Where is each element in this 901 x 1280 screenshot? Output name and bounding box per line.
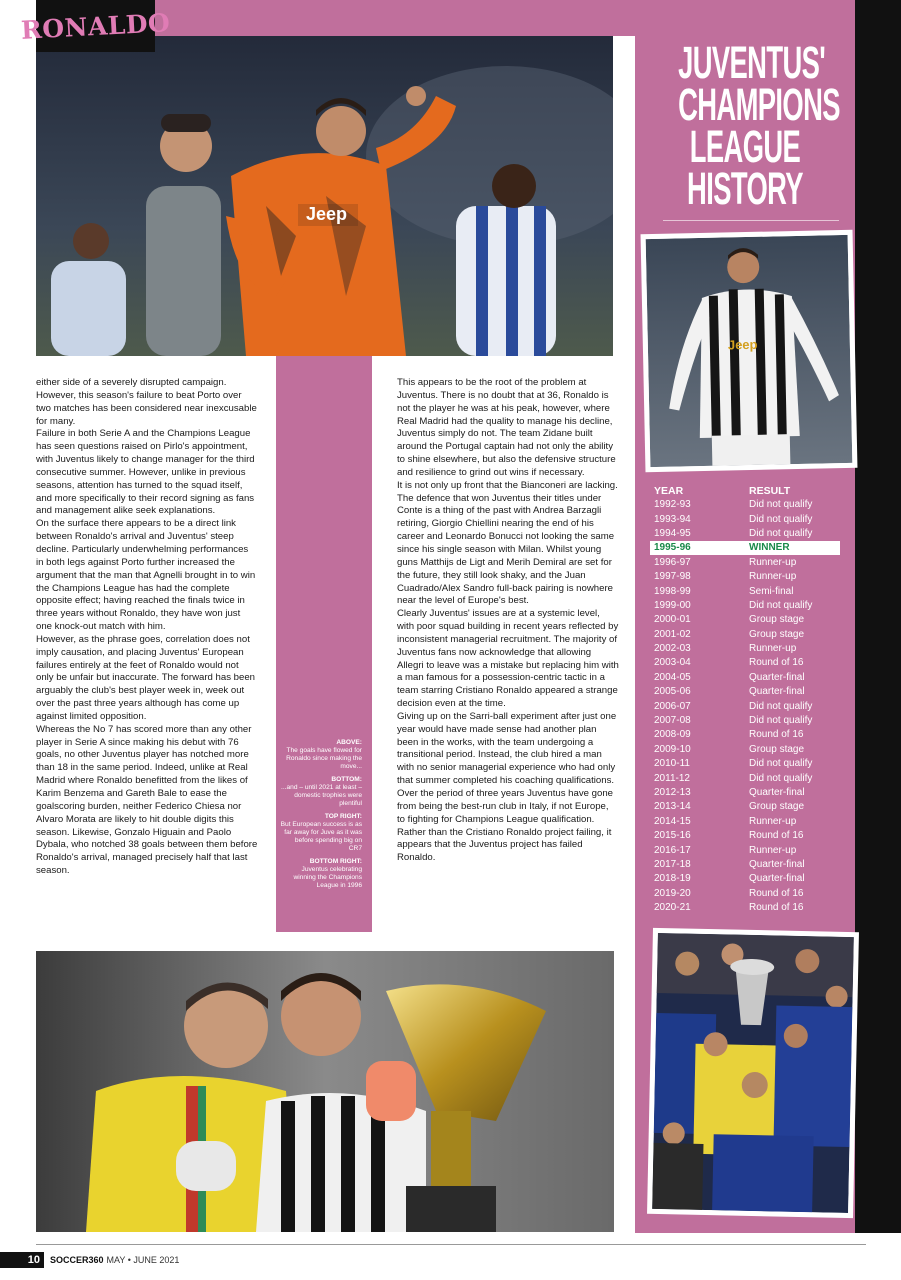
row-result: Round of 16: [749, 887, 804, 899]
caption-text: The goals have flowed for Ronaldo since making the move...: [286, 747, 362, 770]
table-row: [650, 613, 840, 627]
sidebar-title: [635, 36, 855, 226]
table-row: [650, 598, 840, 612]
header-year: YEAR: [654, 484, 684, 497]
row-year: 2017-18: [654, 858, 691, 870]
photo-buffon-ronaldo-trophy: [36, 951, 614, 1232]
page-number: 10: [0, 1252, 44, 1268]
row-year: 1995-96: [654, 542, 691, 554]
row-year: 2008-09: [654, 729, 691, 741]
table-row: [650, 569, 840, 583]
article-column-middle: [397, 377, 619, 865]
sidebar-title-line: CHAMPIONS: [678, 79, 840, 130]
caption-label: BOTTOM:: [331, 776, 362, 783]
row-year: 2019-20: [654, 887, 691, 899]
photo-ronaldo-juve-shirt: [641, 230, 858, 472]
caption-text: Juventus celebrating winning the Champions League in 1996: [293, 866, 362, 889]
table-row: [650, 828, 840, 842]
row-year: 2000-01: [654, 614, 691, 626]
row-year: 1999-00: [654, 599, 691, 611]
row-result: Round of 16: [749, 729, 804, 741]
table-row: [650, 670, 840, 684]
article-paragraph: Over the period of three years Juventus have gone from being the best-run club in Italy, if not Europe, to fighting for Champions League qualification. Rather than the Cristiano Ronaldo project failing, it appears that the Juventus project has failed Ronaldo.: [397, 788, 613, 864]
table-row: [650, 627, 840, 641]
row-year: 2010-11: [654, 758, 690, 770]
article-paragraph: Giving up on the Sarri-ball experiment after just one year would have made sense had another plan been in the works, with the team undergoing a transitional period. Instead, the club hired a man with no senior managerial experience who had only that summer completed his coaching qualifications.: [397, 710, 617, 787]
caption-bottom: [280, 776, 362, 808]
row-result: Did not qualify: [749, 772, 813, 784]
row-result: Round of 16: [749, 830, 804, 842]
article-column-left: [36, 377, 258, 878]
row-year: 2014-15: [654, 815, 691, 827]
article-paragraph: On the surface there appears to be a direct link between Ronaldo's arrival and Juventus' steep decline. Particularly underwhelming performances in both legs against Porto further increased the argument that the man that Agnelli brought in to win the Champions League has had the complete opposite effect; having reached the finals twice in three years without Ronaldo, they have won just one knock-out match with him.: [36, 518, 256, 633]
article-paragraph: It is not only up front that the Bianconeri are lacking. The defence that won Juventus their titles under Conte is a thing of the past with Andrea Barzagli retiring, Giorgio Chiellini nearing the end of his career and Leonardo Bonucci not looking the same since his single season with Milan. Whilst young guns Matthijs de Ligt and Merih Demiral are set for the future, they still look shaky, and the Juan Cuadrado/Alex Sandro full-back pairing is nowhere near the level of Europe's best.: [397, 479, 618, 607]
row-year: 1998-99: [654, 585, 691, 597]
row-result: Did not qualify: [749, 527, 813, 539]
table-row: [650, 900, 840, 914]
footer-rule: [36, 1244, 866, 1245]
sidebar-title-line: JUVENTUS': [678, 37, 826, 88]
table-row: [650, 886, 840, 900]
photo-ronaldo-porto: [36, 36, 613, 356]
table-row: [650, 641, 840, 655]
row-year: 2016-17: [654, 844, 691, 856]
row-year: 1997-98: [654, 571, 691, 583]
caption-above: [280, 739, 362, 771]
svg-text:Jeep: Jeep: [727, 336, 758, 353]
row-result: Round of 16: [749, 657, 804, 669]
svg-text:Jeep: Jeep: [306, 204, 348, 224]
row-year: 1996-97: [654, 556, 691, 568]
article-paragraph: However, as the phrase goes, correlation does not imply causation, and placing Juventus' European failures entirely at the feet of Ronaldo would not only be unfair but inaccurate. The forward has been arguably the club's best player week in, week out over the past three years although has come up against limited opposition.: [36, 633, 256, 722]
row-result: Runner-up: [749, 815, 797, 827]
row-year: 2020-21: [654, 902, 691, 914]
row-result: Group stage: [749, 628, 805, 640]
row-result: Did not qualify: [749, 513, 813, 525]
table-row: [650, 814, 840, 828]
section-tag: [20, 0, 171, 52]
caption-bottom-right: [280, 858, 362, 890]
row-result: Group stage: [749, 743, 805, 755]
row-year: 2002-03: [654, 643, 691, 655]
table-row: [650, 771, 840, 785]
table-header: [650, 483, 840, 498]
table-row: [650, 699, 840, 713]
row-result: Quarter-final: [749, 787, 805, 798]
table-row: [650, 757, 840, 771]
header-result: RESULT: [749, 484, 791, 497]
caption-label: TOP RIGHT:: [324, 813, 362, 820]
photo-juve-1996-celebration: [647, 928, 859, 1218]
table-row: [650, 713, 840, 727]
row-result: Round of 16: [749, 902, 804, 914]
row-result: Runner-up: [749, 844, 797, 856]
row-year: 1993-94: [654, 513, 691, 525]
table-row: [650, 526, 840, 540]
article-paragraph: Failure in both Serie A and the Champions League has seen questions raised on Pirlo's appointment, with Juventus likely to change manager for the third consecutive summer. However, unlike in previous seasons, attention has turned to the squad itself, and more specifically to their record signing as fans and management alike seek explanations.: [36, 428, 255, 517]
article-paragraph: either side of a severely disrupted campaign. However, this season's failure to beat Porto over two matches has been considered near inexcusable for many.: [36, 377, 257, 427]
table-row: [650, 785, 840, 799]
row-result: WINNER: [749, 542, 790, 554]
row-result: Did not qualify: [749, 599, 813, 611]
section-tag-label: RONALDO: [20, 7, 171, 45]
caption-label: ABOVE:: [336, 739, 362, 746]
row-result: Semi-final: [749, 585, 794, 597]
table-row: [650, 685, 840, 699]
row-year: 2001-02: [654, 628, 691, 640]
issue-date: MAY • JUNE 2021: [106, 1255, 180, 1265]
row-year: 2004-05: [654, 671, 691, 683]
table-row: [650, 742, 840, 756]
sidebar-title-line: HISTORY: [687, 163, 803, 214]
caption-text: ...and – until 2021 at least – domestic trophies were plentiful: [280, 784, 362, 807]
table-row: [650, 872, 840, 886]
row-result: Quarter-final: [749, 686, 805, 698]
row-year: 2009-10: [654, 743, 691, 755]
row-year: 2018-19: [654, 873, 691, 885]
cl-history-table: [650, 483, 840, 915]
row-year: 2006-07: [654, 700, 691, 712]
table-row: [650, 512, 840, 526]
sidebar-divider: [663, 220, 839, 221]
row-year: 2003-04: [654, 657, 691, 669]
row-result: Group stage: [749, 614, 805, 626]
row-year: 2013-14: [654, 801, 691, 813]
table-row: [650, 800, 840, 814]
caption-label: BOTTOM RIGHT:: [309, 858, 362, 865]
row-result: Runner-up: [749, 556, 797, 568]
row-result: Quarter-final: [749, 858, 805, 870]
row-year: 2015-16: [654, 830, 691, 842]
row-result: Runner-up: [749, 643, 797, 655]
article-paragraph: Clearly Juventus' issues are at a systemic level, with poor squad building in recent years reflected by inconsistent managerial recruitment. The majority of Juventus fans now acknowledge that allowing Allegri to leave was a mistake but replacing him with a man famous for a possession-centric tactic in a team starring Cristiano Ronaldo appeared a strange decision even at the time.: [397, 608, 619, 710]
article-paragraph: This appears to be the root of the problem at Juventus. There is no doubt that at 36, Ronaldo is not the player he was at his peak, however, where Real Madrid had the quality to manage his decline, Juventus simply do not. The team Zidane built around the Portugal captain had not only the ability to shine elsewhere, but also the defensive structure and resilience to grind out wins if necessary.: [397, 377, 616, 478]
table-row: [650, 857, 840, 871]
row-year: 2005-06: [654, 686, 691, 698]
row-result: Did not qualify: [749, 700, 813, 712]
row-result: Did not qualify: [749, 499, 813, 511]
table-row: [650, 728, 840, 742]
caption-text: But European success is as far away for Juve as it was before spending big on CR7: [280, 821, 362, 852]
page-edge-band: [855, 0, 901, 1233]
row-year: 1994-95: [654, 527, 691, 539]
page-footer: [0, 1252, 179, 1268]
table-row: [650, 843, 840, 857]
table-row: [650, 584, 840, 598]
row-result: Did not qualify: [749, 715, 813, 727]
row-year: 2011-12: [654, 772, 690, 784]
row-result: Runner-up: [749, 571, 797, 583]
table-row: [650, 498, 840, 512]
row-result: Quarter-final: [749, 873, 805, 885]
row-year: 2007-08: [654, 715, 691, 727]
row-result: Quarter-final: [749, 671, 805, 683]
table-row-winner: [650, 541, 840, 555]
table-row: [650, 656, 840, 670]
magazine-name: SOCCER360: [50, 1255, 104, 1265]
photo-captions: [280, 739, 362, 895]
row-year: 1992-93: [654, 499, 691, 511]
sidebar-title-line: LEAGUE: [689, 121, 801, 172]
row-result: Did not qualify: [749, 758, 813, 770]
caption-top-right: [280, 813, 362, 853]
table-row: [650, 555, 840, 569]
article-paragraph: Whereas the No 7 has scored more than any other player in Serie A since making his debut with 76 goals, no other Juventus player has notched more than 18 in the same period. Indeed, unlike at Real Madrid where Ronaldo benefitted from the likes of Karim Benzema and Gareth Bale to ease the goalscoring burden, neither Federico Chiesa nor Alvaro Morata are likely to hit double digits this season. Likewise, Gonzalo Higuain and Paolo Dybala, who notched 38 goals between them before Ronaldo's arrival, managed precisely half that last season.: [36, 723, 258, 877]
row-year: 2012-13: [654, 787, 691, 798]
row-result: Group stage: [749, 801, 805, 813]
